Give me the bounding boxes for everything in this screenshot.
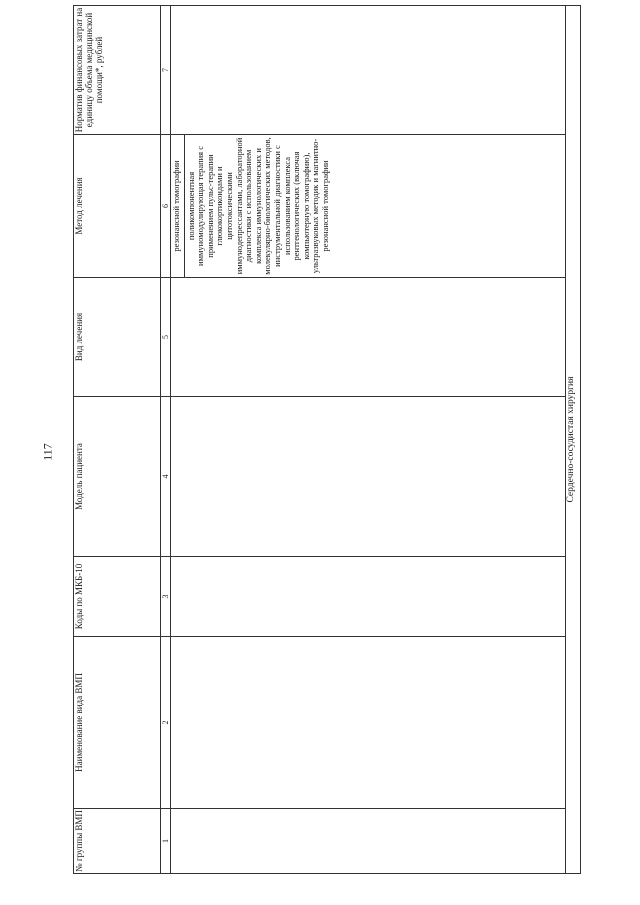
- cell-empty: [171, 397, 566, 557]
- column-number: 1: [161, 809, 171, 874]
- method-continuation: резонансной томографии: [171, 135, 185, 277]
- header-vmp-name: Наименование вида ВМП: [74, 637, 161, 809]
- table-row: [171, 6, 566, 874]
- header-icd-codes: Коды по МКБ-10: [74, 557, 161, 637]
- header-treatment-type: Вид лечения: [74, 278, 161, 397]
- column-number: 2: [161, 637, 171, 809]
- page-number: 117: [40, 443, 55, 461]
- header-patient-model: Модель пациента: [74, 397, 161, 557]
- vmp-table: [73, 5, 581, 874]
- column-number: 6: [161, 135, 171, 278]
- cell-empty: [171, 637, 566, 809]
- treatment-method-cell: [171, 135, 566, 278]
- cell-empty: [171, 557, 566, 637]
- header-cost-standard: Норматив финансовых затрат на единицу объема медицинской помощи*, рублей: [74, 6, 161, 135]
- cell-empty: [171, 809, 566, 874]
- rotated-table-area: [73, 6, 578, 874]
- method-item: поликомпонентная иммуномодулирующая терапия с применением пульс-терапии глюкокортикоидами и цитотоксическими иммунодепрессантами, лабораторной диагностики с использованием комплекса иммунологических и молекулярно-биологических методов, инструментальной диагностики с использованием комплекса рентгенологических (включая компьютерную томографию), ультразвуковых методик и магнитно-резонансной томографии: [185, 137, 330, 275]
- header-group-number: № группы ВМП: [74, 809, 161, 874]
- column-number: 7: [161, 6, 171, 135]
- column-number: 3: [161, 557, 171, 637]
- column-number: 4: [161, 397, 171, 557]
- column-number: 5: [161, 278, 171, 397]
- header-treatment-method: Метод лечения: [74, 135, 161, 278]
- cell-empty: [171, 6, 566, 135]
- header-row: [74, 6, 161, 874]
- column-number-row: [161, 6, 171, 874]
- section-row: [566, 6, 581, 874]
- cell-empty: [171, 278, 566, 397]
- section-title: Сердечно-сосудистая хирургия: [566, 6, 581, 874]
